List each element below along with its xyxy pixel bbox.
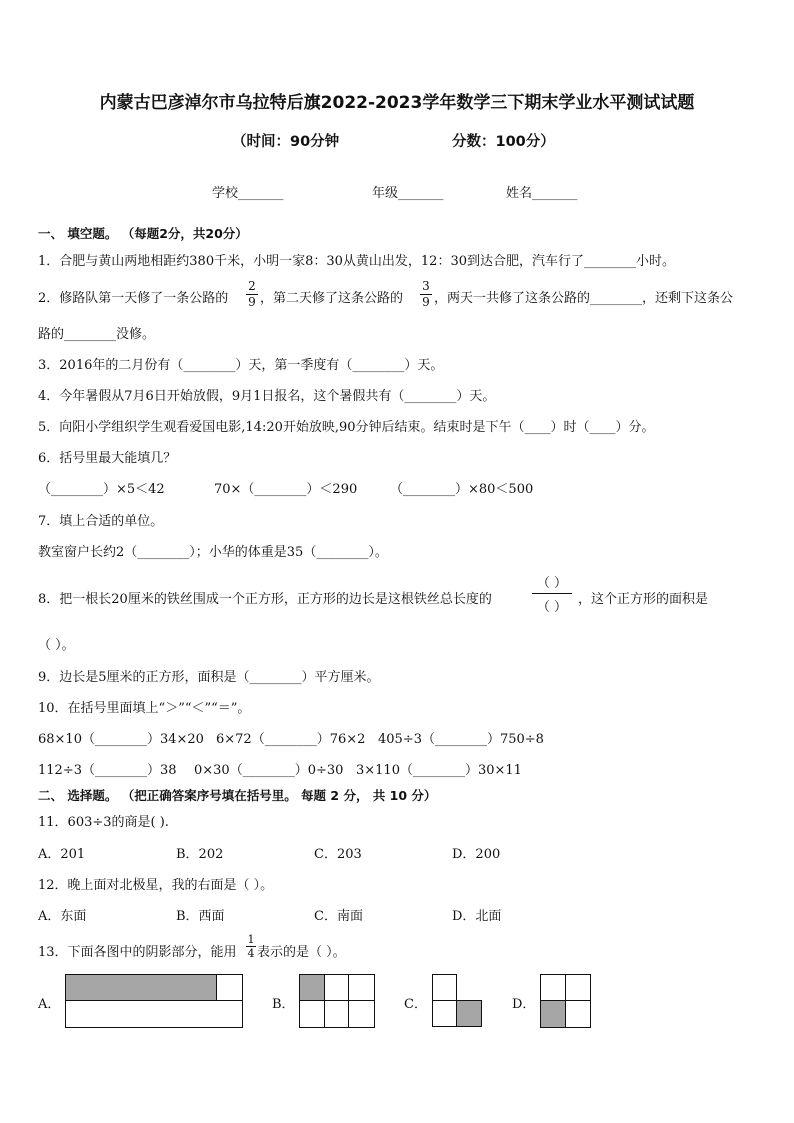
question-10-r2c1[interactable]: 112÷3（________）38 [38,763,177,778]
question-1[interactable]: 1．合肥与黄山两地相距约380千米，小明一家8：30从黄山出发，12：30到达合肥，汽车行了________小时。 [38,254,675,269]
page-title: 内蒙古巴彦淖尔市乌拉特后旗2022-2023学年数学三下期末学业水平测试试题 [99,93,695,113]
fraction-bar [532,593,572,594]
question-11-option-c[interactable]: C．203 [314,847,362,862]
question-12-option-d[interactable]: D．北面 [452,909,502,924]
question-10-r2c3[interactable]: 3×110（________）30×11 [356,763,522,778]
section-1-title: 一、 填空题。 （每题2分，共20分） [38,226,248,241]
question-13-label-c[interactable]: C． [404,997,427,1012]
question-8-part3[interactable]: （ ）。 [38,638,75,653]
question-13-label-d[interactable]: D． [512,997,536,1012]
question-9[interactable]: 9．边长是5厘米的正方形，面积是（________）平方厘米。 [38,670,380,685]
grade-field[interactable]: 年级_______ [372,186,444,201]
question-7-line[interactable]: 教室窗户长约2（________）；小华的体重是35（________）。 [38,545,388,560]
question-2-part2: ，第二天修了这条公路的 [260,291,404,306]
fraction-denominator: 9 [422,295,430,309]
question-10-r1c1[interactable]: 68×10（________）34×20 [38,732,204,747]
question-12-option-b[interactable]: B．西面 [176,909,225,924]
question-6-title: 6．括号里最大能填几？ [38,451,177,466]
question-5[interactable]: 5．向阳小学组织学生观看爱国电影,14:20开始放映,90分钟后结束。结束时是下午（____）时（____）分。 [38,420,655,435]
question-13-label-a[interactable]: A． [38,997,61,1012]
figure-cell [66,975,217,1001]
figure-cell [217,975,243,1001]
fraction-2-9 [246,280,258,309]
question-3[interactable]: 3．2016年的二月份有（________）天，第一季度有（________）天。 [38,358,444,373]
question-4[interactable]: 4．今年暑假从7月6日开始放假，9月1日报名，这个暑假共有（________）天。 [38,389,496,404]
figure-cell [324,975,349,1001]
question-13-stem-part1: 13．下面各图中的阴影部分，能用 [38,945,237,960]
question-11-option-a[interactable]: A．201 [38,847,86,862]
question-11-option-d[interactable]: D．200 [452,847,501,862]
question-6c[interactable]: （________）×80＜500 [390,482,534,497]
question-10-title: 10．在括号里面填上“＞”“＜”“＝”。 [38,701,251,716]
question-8-part2: ，这个正方形的面积是 [578,592,709,607]
figure-cell [66,1001,243,1028]
figure-d[interactable] [540,974,591,1028]
figure-a[interactable] [65,974,243,1028]
figure-cell [565,1001,591,1028]
question-8-part1: 8．把一根长20厘米的铁丝围成一个正方形，正方形的边长是这根铁丝总长度的 [38,592,492,607]
question-10-r1c2[interactable]: 6×72（________）76×2 [216,732,366,747]
question-2-part1: 2．修路队第一天修了一条公路的 [38,291,229,306]
question-13-stem-part2: 表示的是（ ）。 [257,945,346,960]
figure-cell [541,975,566,1001]
question-12-option-c[interactable]: C．南面 [314,909,363,924]
name-field[interactable]: 姓名_______ [506,186,578,201]
fraction-1-4 [246,934,256,959]
figure-cell [349,975,375,1001]
question-12-option-a[interactable]: A．东面 [38,909,87,924]
exam-score: 分数：100分） [452,134,555,150]
fraction-denominator: 4 [247,947,255,960]
question-11-stem: 11．603÷3的商是( ). [38,815,169,830]
question-13-label-b[interactable]: B． [272,997,295,1012]
question-12-stem: 12．晚上面对北极星，我的右面是（ ）。 [38,878,274,893]
fraction-numerator: 3 [422,279,430,293]
question-10-r2c2[interactable]: 0×30（________）0÷30 [194,763,344,778]
question-2-part3[interactable]: ，两天一共修了这条公路的________，还剩下这条公 [434,291,734,306]
figure-cell [300,975,325,1001]
question-2-part4[interactable]: 路的________没修。 [38,327,156,342]
question-10-r1c3[interactable]: 405÷3（________）750÷8 [378,732,544,747]
fraction-denominator: 9 [248,295,256,309]
figure-cell [349,1001,375,1028]
question-8-fraction[interactable] [530,572,574,615]
school-field[interactable]: 学校_______ [212,186,284,201]
figure-cell [565,975,591,1001]
fraction-3-9 [420,280,432,309]
question-7-title: 7．填上合适的单位。 [38,514,164,529]
fraction-numerator: 1 [247,933,255,946]
figure-cell [324,1001,349,1028]
question-11-option-b[interactable]: B．202 [176,847,224,862]
figure-cell [432,1000,457,1027]
exam-time: （时间：90分钟 [232,134,340,150]
question-6b[interactable]: 70×（________）＜290 [214,482,358,497]
fraction-numerator: 2 [248,279,256,293]
section-2-title: 二、 选择题。 （把正确答案序号填在括号里。 每题 2 分， 共 10 分） [38,788,437,803]
figure-cell [300,1001,325,1028]
question-6a[interactable]: （________）×5＜42 [38,482,165,497]
figure-b[interactable] [299,974,375,1028]
figure-cell [432,974,457,1001]
figure-cell [541,1001,566,1028]
fraction-denominator[interactable]: （ ） [536,600,568,615]
fraction-numerator[interactable]: （ ） [536,576,568,591]
figure-cell-shaded [456,1000,482,1027]
